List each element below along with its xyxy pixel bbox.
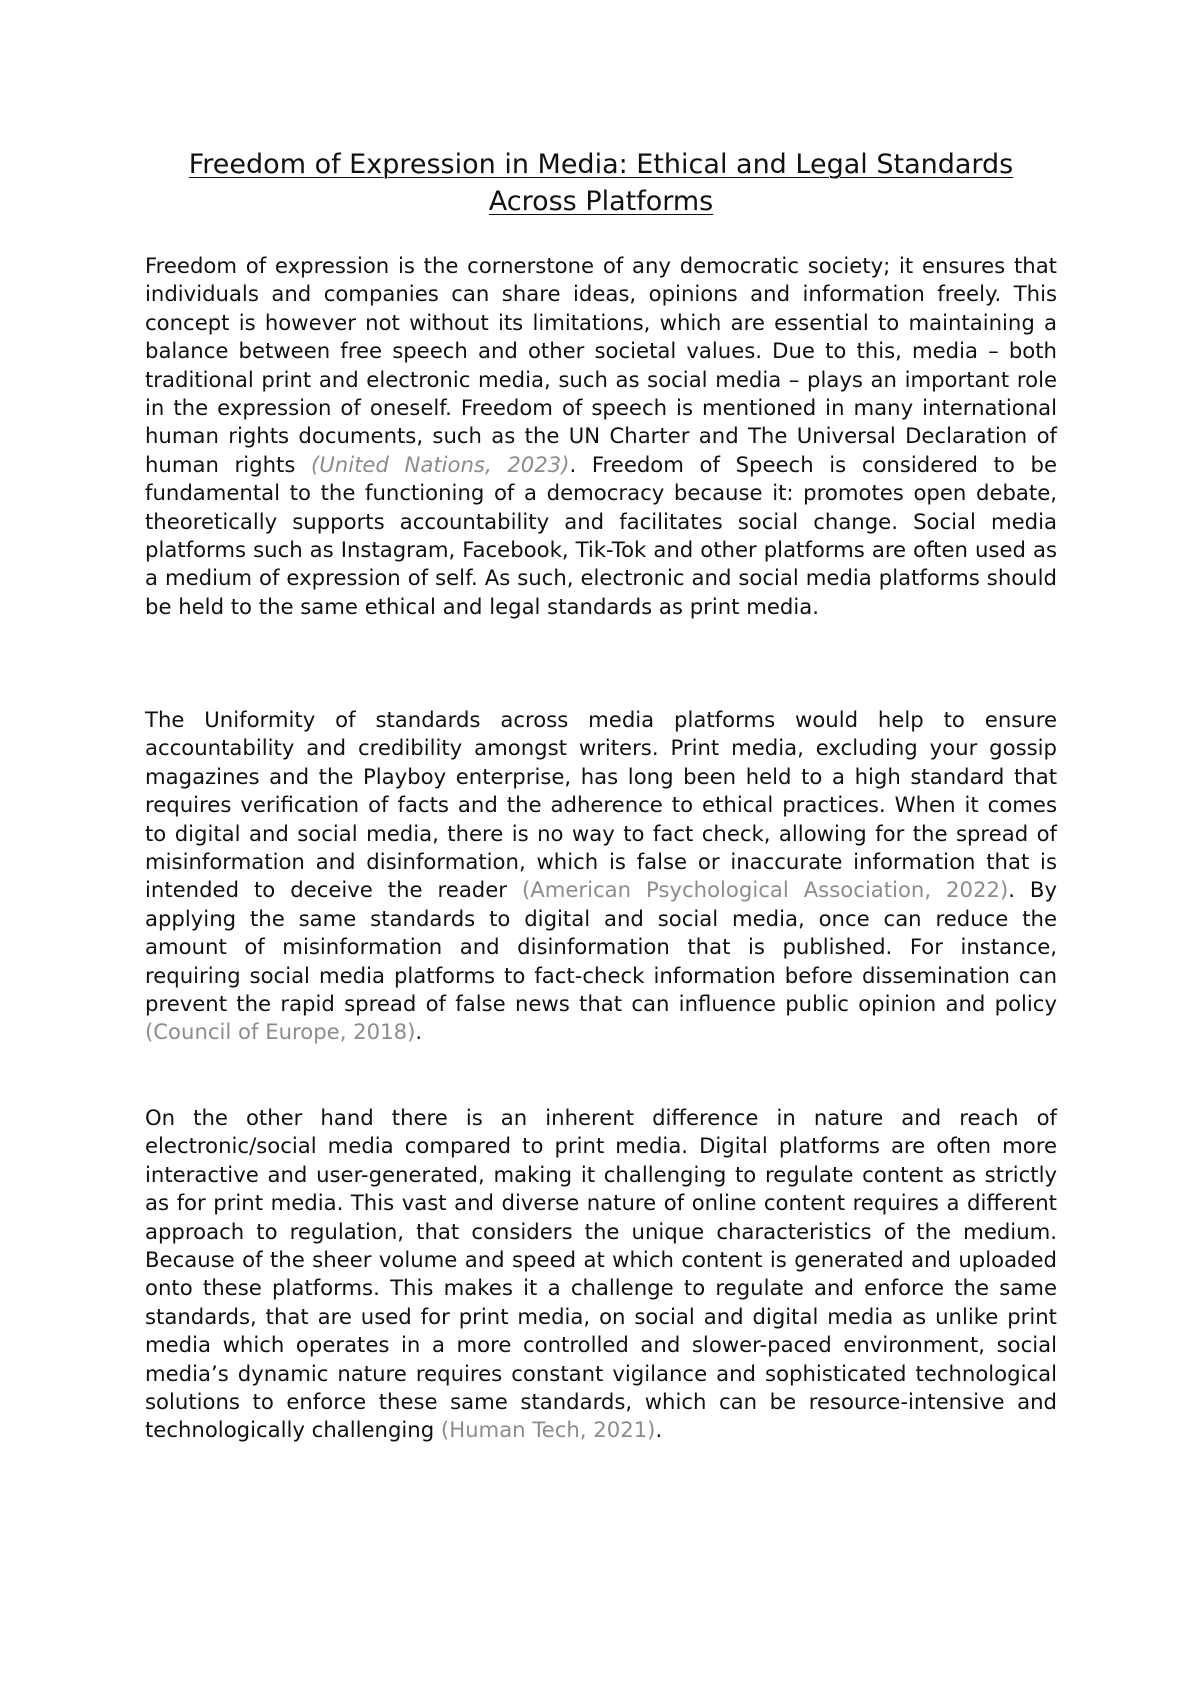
paragraph-2-text-middle: . By applying the same standards to digital and social media, once can reduce the amount of misinformation and disinformation that is published. For instance, requiring social media platforms to fact-check information before dissemination can prevent the rapid spread of false news that can influence public opinion and policy [145,877,1057,1017]
paragraph-1-text-continued: . Freedom of Speech is considered to be fundamental to the functioning of a democracy because it: promotes open debate, theoretically supports accountability and facilitates social change. Social media platforms such as Instagram, Facebook, Tik-Tok and other platforms are often used as a medium of expression of self. As such, electronic and social media platforms should be held to the same ethical and legal standards as print media. [145,451,1058,619]
paragraph-3-text: On the other hand there is an inherent difference in nature and reach of electronic/social media compared to print media. Digital platforms are often more interactive and user-generated, making it challenging to regulate content as strictly as for print media. This vast and diverse nature of online content requires a different approach to regulation, that considers the unique characteristics of the medium. Because of the sheer volume and speed at which content is generated and uploaded onto these platforms. This makes it a challenge to regulate and enforce the same standards, that are used for print media, on social and digital media as unlike print media which operates in a more controlled and slower-paced environment, social media’s dynamic nature requires constant vigilance and sophisticated technological solutions to enforce these same standards, which can be resource-intensive and technologically challenging [145,1105,1057,1443]
paragraph-2-text: The Uniformity of standards across media platforms would help to ensure accountability and credibility amongst writers. Print media, excluding your gossip magazines and the Playboy enterprise, has long been held to a high standard that requires verification of facts and the adherence to ethical practices. When it comes to digital and social media, there is no way to fact check, allowing for the spread of misinformation and disinformation, which is false or inaccurate information that is intended to deceive the reader [145,707,1057,903]
paragraph-1-text: Freedom of expression is the cornerstone of any democratic society; it ensures that individuals and companies can share ideas, opinions and information freely. This concept is however not without its limitations, which are essential to maintaining a balance between free speech and other societal values. Due to this, media – both traditional print and electronic media, such as social media – plays an important role in the expression of oneself. Freedom of speech is mentioned in many international human rights documents, such as the UN Charter and The Universal Declaration of human rights [145,253,1057,477]
paragraph-2-text-end: . [415,1019,423,1045]
paragraph-2 [145,706,1057,1047]
citation-united-nations: (United Nations, 2023) [311,451,570,477]
paragraph-3-text-end: . [655,1417,663,1443]
document-title: Freedom of Expression in Media: Ethical and Legal Standards Across Platforms [188,149,1014,217]
paragraph-1 [145,252,1057,621]
paragraph-3 [145,1104,1057,1445]
citation-american-psychological-association: (American Psychological Association, 2022) [521,877,1009,903]
citation-council-of-europe: (Council of Europe, 2018) [145,1019,416,1045]
citation-human-tech: (Human Tech, 2021) [440,1417,656,1443]
